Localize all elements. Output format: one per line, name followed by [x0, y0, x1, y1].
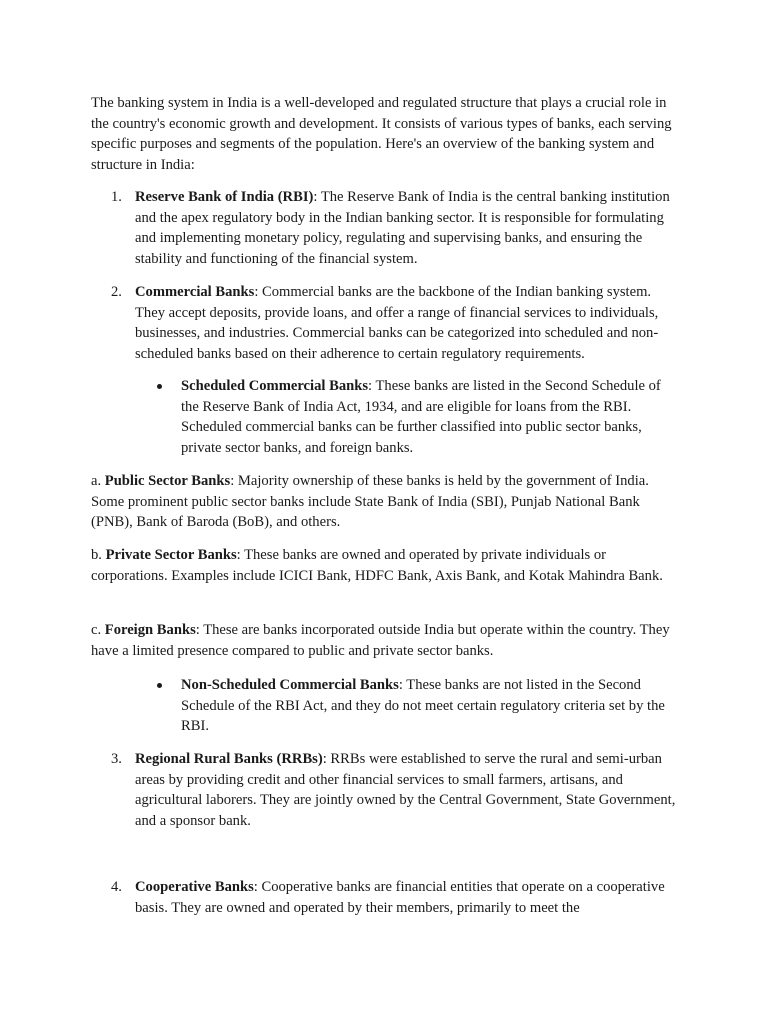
subitem-prefix: a.	[91, 473, 105, 489]
bullet-icon	[157, 384, 162, 389]
bullet-item-text	[181, 376, 681, 458]
item-term: Non-Scheduled Commercial Banks	[181, 677, 399, 693]
subitem-prefix: b.	[91, 547, 106, 563]
item-description: : Cooperative banks are financial entities that operate on a cooperative basis. They are owned and operated by their members, primarily to meet the	[135, 879, 665, 916]
item-description: : These banks are not listed in the Second Schedule of the RBI Act, and they do not meet certain regulatory criteria set by the RBI.	[181, 677, 665, 734]
item-term: Reserve Bank of India (RBI)	[135, 189, 314, 205]
bullet-item-text	[181, 675, 681, 737]
item-description: : These are banks incorporated outside India but operate within the country. They have a limited presence compared to public and private sector banks.	[91, 622, 670, 659]
item-term: Foreign Banks	[104, 622, 196, 638]
item-term: Commercial Banks	[135, 284, 255, 300]
item-description: : These banks are owned and operated by private individuals or corporations. Examples include ICICI Bank, HDFC Bank, Axis Bank, and Kotak Mahindra Bank.	[91, 547, 663, 584]
item-term: Public Sector Banks	[104, 473, 231, 489]
item-term: Private Sector Banks	[105, 547, 237, 563]
list-item-text	[135, 187, 681, 269]
subitem-prefix: c.	[91, 622, 105, 638]
item-description: : Majority ownership of these banks is held by the government of India. Some prominent public sector banks include State Bank of India (SBI), Punjab National Bank (PNB), Bank of Baroda (BoB), and others.	[91, 473, 649, 530]
item-description: : Commercial banks are the backbone of the Indian banking system. They accept deposits, provide loans, and offer a range of financial services to individuals, businesses, and industries. Commercial banks can be categorized into scheduled and non-scheduled banks based on their adherence to certain regulatory requirements.	[135, 284, 659, 362]
item-term: Cooperative Banks	[135, 879, 254, 895]
item-term: Regional Rural Banks (RRBs)	[135, 751, 323, 767]
subitem-foreign	[91, 620, 681, 661]
list-item-text	[135, 749, 681, 831]
item-description: : RRBs were established to serve the rural and semi-urban areas by providing credit and other financial services to small farmers, artisans, and agricultural laborers. They are jointly owned by the Central Government, State Government, and a sponsor bank.	[135, 751, 676, 829]
item-description: : These banks are listed in the Second Schedule of the Reserve Bank of India Act, 1934, and are eligible for loans from the RBI. Scheduled commercial banks can be further classified into public sector banks, private sector banks, and foreign banks.	[181, 378, 661, 456]
item-description: : The Reserve Bank of India is the central banking institution and the apex regulatory body in the Indian banking sector. It is responsible for formulating and implementing monetary policy, regulating and supervising banks, and ensuring the stability and functioning of the financial system.	[135, 189, 670, 267]
list-item-text	[135, 282, 681, 364]
subitem-private-sector	[91, 545, 681, 586]
intro-paragraph: The banking system in India is a well-developed and regulated structure that plays a crucial role in the country's economic growth and development. It consists of various types of banks, each serving specific purposes and segments of the population. Here's an overview of the banking system and structure in India:	[91, 95, 672, 173]
list-number: 1.	[111, 189, 122, 205]
item-term: Scheduled Commercial Banks	[181, 378, 369, 394]
list-item-text	[135, 877, 681, 918]
bullet-icon	[157, 683, 162, 688]
subitem-public-sector	[91, 471, 681, 533]
list-number: 2.	[111, 284, 122, 300]
list-number: 4.	[111, 879, 122, 895]
list-number: 3.	[111, 751, 122, 767]
